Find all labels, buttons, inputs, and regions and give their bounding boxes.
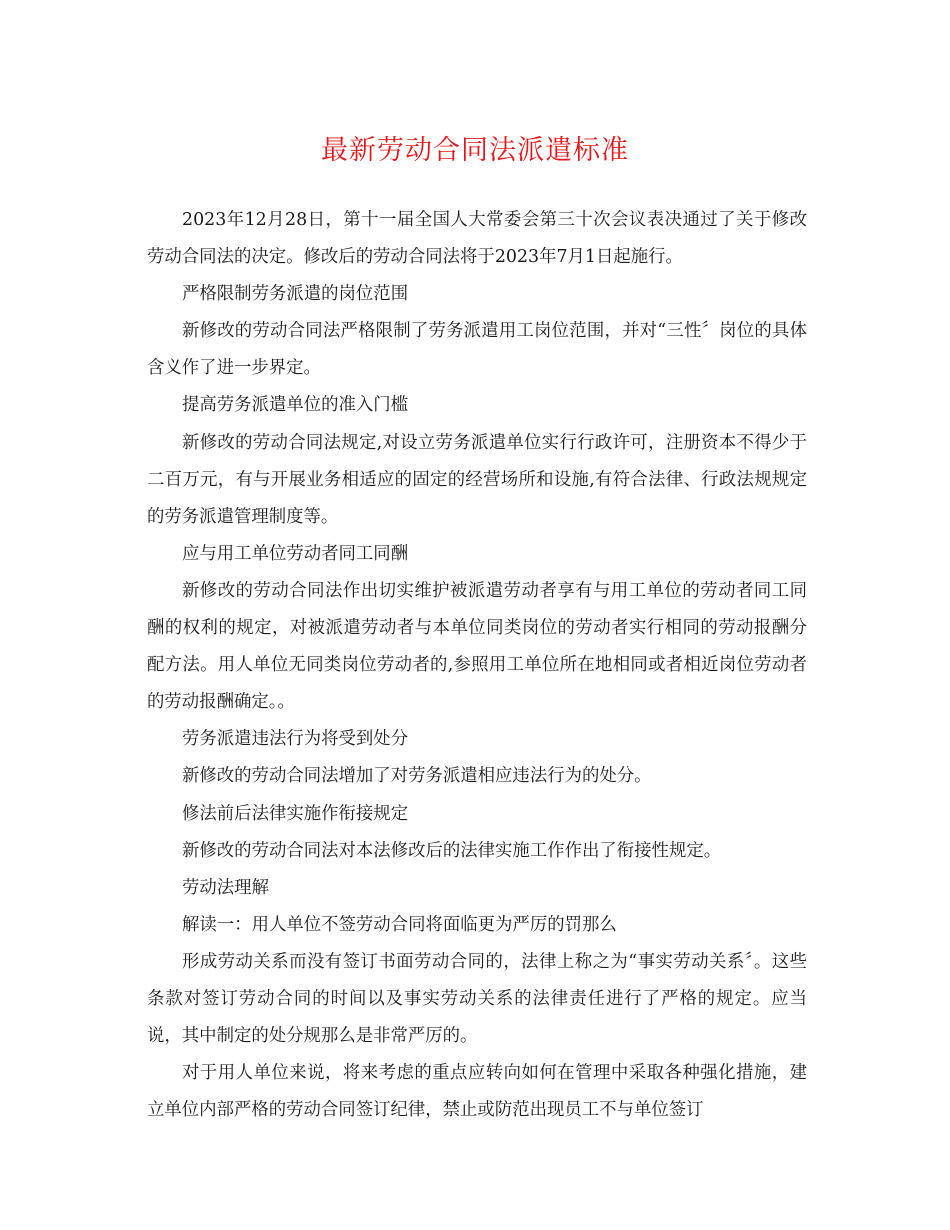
paragraph: 新修改的劳动合同法规定,对设立劳务派遣单位实行行政许可，注册资本不得少于二百万元，有与开展业务相适应的固定的经营场所和设施,有符合法律、行政法规规定的劳务派遣管理制度等。 xyxy=(147,432,807,527)
document-title: 最新劳动合同法派遣标准 xyxy=(321,135,629,166)
paragraph: 新修改的劳动合同法增加了对劳务派遣相应违法行为的处分。 xyxy=(182,766,652,787)
paragraph: 形成劳动关系而没有签订书面劳动合同的，法律上称之为“事实劳动关系〞。这些条款对签订劳动合同的时间以及事实劳动关系的法律责任进行了严格的规定。应当说，其中制定的处分规那么是非常严厉的。 xyxy=(147,951,807,1047)
section-heading: 劳动法理解 xyxy=(182,877,269,898)
paragraph: 新修改的劳动合同法严格限制了劳务派遣用工岗位范围，并对“三性〞岗位的具体含义作了进一步界定。 xyxy=(147,321,807,379)
section-heading: 提高劳务派遣单位的准入门槛 xyxy=(182,395,409,416)
paragraph: 2023年12月28日，第十一届全国人大常委会第三十次会议表决通过了关于修改劳动合同法的决定。修改后的劳动合同法将于2023年7月1日起施行。 xyxy=(147,210,807,268)
paragraph: 对于用人单位来说，将来考虑的重点应转向如何在管理中采取各种强化措施，建立单位内部严格的劳动合同签订纪律，禁止或防范出现员工不与单位签订 xyxy=(147,1063,807,1121)
document-body xyxy=(147,202,807,1129)
section-heading: 严格限制劳务派遣的岗位范围 xyxy=(182,284,409,305)
section-heading: 解读一：用人单位不签劳动合同将面临更为严厉的罚那么 xyxy=(182,914,617,935)
section-heading: 劳务派遣违法行为将受到处分 xyxy=(182,729,409,750)
paragraph: 新修改的劳动合同法对本法修改后的法律实施工作作出了衔接性规定。 xyxy=(182,840,722,861)
section-heading: 修法前后法律实施作衔接规定 xyxy=(182,803,409,824)
paragraph: 新修改的劳动合同法作出切实维护被派遣劳动者享有与用工单位的劳动者同工同酬的权利的规定，对被派遣劳动者与本单位同类岗位的劳动者实行相同的劳动报酬分配方法。用人单位无同类岗位劳动者的,参照用工单位所在地相同或者相近岗位劳动者的劳动报酬确定。。 xyxy=(147,580,807,713)
section-heading: 应与用工单位劳动者同工同酬 xyxy=(182,543,409,564)
